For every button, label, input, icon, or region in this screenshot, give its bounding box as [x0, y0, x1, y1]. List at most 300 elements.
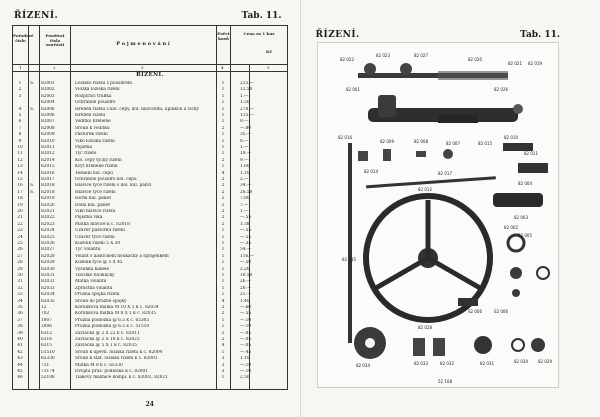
cell-qty: 2 — [221, 337, 225, 342]
part-label: 82 005 — [517, 233, 532, 238]
cell-num: 82033 — [41, 285, 55, 291]
cell-pos: 30 — [17, 273, 23, 278]
table-row — [13, 241, 287, 247]
cell-num: 82002 — [41, 87, 55, 93]
cell-num: 6316 — [41, 337, 52, 342]
cell-name: Hřeben řízení — [75, 113, 106, 118]
cell-pos: 28 — [17, 260, 23, 266]
cell-price: 54.— — [240, 247, 252, 253]
table-row — [13, 158, 287, 164]
cell-name: Závlačka @ 2 X 18 k č. 82023 — [75, 337, 140, 342]
cell-sub: S. — [30, 106, 35, 112]
table-row — [13, 279, 287, 285]
table-row — [13, 177, 287, 183]
cell-pos: 31 — [17, 279, 23, 285]
table-row — [13, 113, 287, 119]
cell-name: Pastorek řízení — [75, 132, 108, 138]
cell-qty: 4 — [221, 298, 225, 304]
cell-qty: 2 — [221, 330, 225, 336]
cell-qty: 1 — [221, 241, 225, 246]
cell-price: —.10 — [240, 317, 252, 323]
cell-pos: 36 — [17, 311, 23, 317]
cell-price: 1.38 — [240, 221, 250, 227]
cell-qty: 1 — [221, 164, 225, 170]
part-label: 82 007 — [445, 141, 460, 146]
cell-price: 7.80 — [240, 196, 250, 202]
cell-price: 9.— — [240, 157, 249, 163]
cell-num: 1807 — [41, 317, 52, 323]
cell-name: Kuželík tyče @ 5 X 45 — [75, 260, 123, 266]
cell-name: Šroub do pružné spojky — [75, 298, 127, 304]
cell-pos: 40 — [17, 337, 23, 342]
cell-price: 1.10 — [240, 356, 250, 362]
cell-pos: 16 — [17, 183, 23, 189]
part-label: 82 010 — [503, 135, 518, 140]
cell-qty: 2 — [221, 209, 225, 214]
cell-price: 116.— — [240, 253, 254, 259]
table-row — [13, 247, 287, 253]
cell-num: 82026 — [41, 241, 55, 246]
table-row — [13, 203, 287, 209]
tab-label: Tab. 11. — [241, 11, 282, 21]
part-label: 82 021 — [507, 61, 522, 66]
cell-pos: 44 — [17, 362, 23, 368]
table-row — [13, 183, 287, 189]
part-label: 82 015 — [477, 141, 492, 146]
header-name: P o j m e n o v á n í — [116, 41, 170, 47]
cell-sub: S. — [30, 189, 35, 195]
col-number: 5 — [267, 65, 270, 70]
cell-name: Uzávěr tyče řízení — [75, 234, 115, 240]
cell-name: Pružná spojka řízení — [75, 292, 120, 298]
cell-pos: 2 — [18, 87, 22, 93]
cell-qty: 1 — [221, 247, 225, 253]
cell-pos: 38 — [17, 324, 23, 330]
cell-qty: 1 — [221, 106, 225, 112]
cell-pos: 43 — [17, 356, 23, 362]
part-label: 82 034 — [355, 363, 370, 368]
cell-num: 82029 — [41, 260, 55, 266]
cell-num: 73174 — [41, 369, 55, 374]
cell-qty: 1 — [221, 292, 225, 298]
part-label: 82 023 — [375, 53, 390, 58]
parts-photo — [317, 42, 559, 388]
header-price: Cena za 1 kus — [243, 31, 275, 36]
right-page — [301, 0, 600, 417]
cell-name: Dvojitá pruž. podložka k č. 82001 — [75, 369, 149, 374]
cell-pos: 3 — [18, 93, 22, 99]
cell-pos: 17 — [17, 189, 23, 195]
cell-pos: 26 — [17, 247, 23, 253]
cell-name: Zpruštna volantu — [75, 285, 113, 291]
cell-price: 1.— — [240, 209, 249, 214]
cell-qty: 1 — [221, 260, 225, 266]
column-number-row — [13, 64, 287, 72]
cell-name: Vysunka kabele — [75, 266, 110, 272]
cell-price: 18.— — [240, 151, 252, 157]
cell-pos: 22 — [17, 221, 23, 227]
cell-num: 82014 — [41, 157, 55, 163]
cell-pos: 37 — [17, 317, 23, 323]
cell-name: Pružná podložka @ 6.5 k č. 51510 — [75, 324, 150, 330]
cell-price: —.55 — [240, 228, 252, 234]
cell-pos: 18 — [17, 196, 23, 202]
cell-qty: 1 — [221, 145, 225, 150]
table-row — [13, 337, 287, 343]
table-row — [13, 305, 287, 311]
cell-pos: 27 — [17, 253, 23, 259]
cell-num: 731 — [41, 362, 50, 368]
cell-qty: 1 — [221, 100, 225, 106]
col-number: 2 — [53, 65, 56, 70]
cell-price: 1.10 — [240, 170, 250, 176]
part-label: 82 027 — [413, 53, 428, 58]
cell-pos: 45 — [17, 369, 23, 374]
cell-price: —.35 — [240, 241, 252, 246]
cell-name: Hlavice tyče řízení s dol. kul. pánví — [75, 183, 152, 189]
cell-pos: 4 — [18, 106, 22, 112]
cell-qty: 2 — [221, 177, 225, 182]
cell-price: 7.— — [240, 202, 249, 208]
cell-price: 1.— — [240, 145, 249, 150]
cell-price: —.55 — [240, 311, 252, 317]
cell-pos: 41 — [17, 343, 23, 349]
table-header — [13, 26, 287, 65]
cell-name: Matka M 8 k č. 65330 — [75, 362, 123, 368]
table-row — [13, 100, 287, 106]
cell-qty: 2 — [221, 157, 225, 163]
cell-name: Hřeben řízení s kol. čepy, dol. hlavicemi, úpinkou a víčky — [75, 106, 199, 112]
header-qty: Počet kusů — [217, 31, 230, 41]
col-number: 3 — [141, 65, 144, 70]
cell-qty: 1 — [221, 119, 225, 125]
cell-qty: 3 — [221, 369, 225, 374]
cell-num: 52108 — [41, 375, 55, 381]
part-label: 82 019 — [527, 61, 542, 66]
cell-pos: 14 — [17, 170, 23, 176]
cell-pos: 46 — [17, 375, 23, 381]
cell-qty: 1 — [221, 375, 225, 381]
cell-qty: 1 — [221, 285, 225, 291]
cell-name: Vodítko hřebene — [75, 119, 111, 125]
cell-pos: 5 — [18, 113, 22, 118]
cell-price: —.05 — [240, 330, 252, 336]
table-row — [13, 286, 287, 292]
cell-qty: 1 — [221, 317, 225, 323]
cell-pos: 34 — [17, 298, 23, 304]
table-row — [13, 356, 287, 362]
cell-pos: 6 — [18, 119, 22, 125]
part-label: 82 033 — [413, 361, 428, 366]
cell-pos: 8 — [18, 132, 22, 138]
table-row — [13, 164, 287, 170]
cell-qty: 2 — [221, 196, 225, 202]
parts-table — [12, 25, 288, 390]
cell-num: 82024 — [41, 228, 55, 234]
cell-pos: 12 — [17, 157, 23, 163]
cell-name: Kryt hřebene řízení — [75, 164, 118, 170]
cell-pos: 7 — [18, 125, 22, 131]
section-title: ŘÍZENÍ. — [14, 11, 59, 21]
cell-num: 2806 — [41, 324, 52, 330]
cell-qty: 1 — [221, 138, 225, 144]
cell-num: 12 — [41, 305, 47, 310]
table-row — [13, 324, 287, 330]
cell-num: 82021 — [41, 209, 55, 214]
page-number: 24 — [145, 401, 154, 408]
cell-num: 82019 — [41, 196, 55, 202]
cell-pos: 13 — [17, 164, 23, 170]
cell-pos: 15 — [17, 177, 23, 182]
cell-name: Víko ložiska řízení — [75, 138, 115, 144]
cell-num: 82018 — [41, 189, 55, 195]
part-label: S2 006 — [493, 309, 508, 314]
cell-qty: 1 — [221, 234, 225, 240]
header-used-number: Používat čísla součásti — [45, 33, 65, 48]
table-row — [13, 273, 287, 279]
table-row — [13, 267, 287, 273]
table-row — [13, 215, 287, 221]
cell-qty: 1 — [221, 113, 225, 118]
cell-name: Matka hlavice k č. 82018 — [75, 221, 130, 227]
tab-label: Tab. 11. — [520, 30, 560, 40]
part-label: 82 030 — [513, 359, 528, 364]
part-label: S2 006 — [467, 309, 482, 314]
cell-pos: 10 — [17, 145, 23, 150]
table-row — [13, 375, 287, 381]
part-label: 82 001 — [345, 87, 360, 92]
cell-num: 82028 — [41, 253, 55, 259]
cell-name: Těsnění kol. čepu — [75, 170, 113, 176]
cell-num: 65330 — [41, 356, 55, 362]
header-currency: Kč — [266, 49, 272, 54]
part-label: 52 108 — [437, 379, 452, 384]
table-row — [13, 190, 287, 196]
part-label: 82 017 — [437, 171, 452, 176]
cell-num: 82008 — [41, 125, 55, 131]
cell-price: 12.50 — [240, 87, 253, 93]
cell-price: 2.20 — [240, 266, 250, 272]
cell-price: —.19 — [240, 362, 252, 368]
cell-price: 34.— — [240, 183, 252, 189]
part-label: 82 032 — [439, 361, 454, 366]
table-row — [13, 196, 287, 202]
part-label: 82 004 — [517, 181, 532, 186]
cell-qty: 2 — [221, 125, 225, 131]
cell-name: Korunková matka M 8 X 1 k č. 82035 — [75, 311, 156, 317]
cell-sub: S. — [30, 81, 35, 86]
part-label: 82 028 — [417, 325, 432, 330]
cell-num: 82035 — [41, 298, 55, 304]
part-label: 82 035 — [341, 257, 356, 262]
cell-qty: 1 — [221, 151, 225, 157]
cell-num: 82010 — [41, 138, 55, 144]
table-row — [13, 331, 287, 337]
cell-qty: 2 — [221, 189, 225, 195]
part-label: 82 016 — [337, 135, 352, 140]
cell-name: Horní kul. pánev — [75, 196, 112, 202]
cell-name: Rozpírací trubka — [75, 93, 112, 99]
part-label: 82 011 — [523, 151, 538, 156]
cell-qty: 1 — [221, 87, 225, 93]
table-row — [13, 235, 287, 241]
table-row — [13, 171, 287, 177]
cell-num: 82030 — [41, 266, 55, 272]
cell-price: 26.— — [240, 279, 252, 285]
cell-num: 82012 — [41, 151, 55, 157]
cell-num: 82011 — [41, 145, 55, 150]
table-row — [13, 369, 287, 375]
cell-price: 20.— — [240, 285, 252, 291]
cell-price: 1.60 — [240, 164, 250, 170]
cell-price: —.05 — [240, 337, 252, 342]
cell-num: 82032 — [41, 279, 55, 285]
cell-price: —.45 — [240, 349, 252, 355]
cell-qty: 1 — [221, 93, 225, 99]
table-row — [13, 139, 287, 145]
cell-sub: S. — [30, 183, 35, 189]
cell-name: Kuželík řízení 5 X 30 — [75, 241, 121, 246]
cell-qty: 1 — [221, 279, 225, 285]
cell-pos: 9 — [18, 138, 22, 144]
cell-num: 82006 — [41, 106, 55, 112]
cell-qty: 1 — [221, 228, 225, 234]
table-row — [13, 81, 287, 87]
cell-num: 82015 — [41, 164, 55, 170]
part-label: 82 014 — [363, 169, 378, 174]
parts-illustration — [318, 43, 558, 387]
part-label: 82 012 — [417, 187, 432, 192]
cell-price: 8.— — [240, 138, 249, 144]
cell-name: Tlakový maznice kompl. k č. 82001, 82021 — [75, 375, 168, 381]
cell-num: 51510 — [41, 349, 55, 355]
cell-name: Závlačka @ 2 X 22 k č. 82011 — [75, 330, 140, 336]
cell-name: Pružná podložka @ 6.5 k č. 65305 — [75, 317, 150, 323]
cell-num: 82004 — [41, 100, 55, 106]
part-label: 82 008 — [413, 139, 428, 144]
cell-pos: 32 — [17, 285, 23, 291]
cell-qty: 4 — [221, 170, 225, 176]
table-section-heading: ŘÍZENÍ. — [136, 72, 164, 78]
cell-pos: 23 — [17, 228, 23, 234]
cell-price: 1.50 — [240, 100, 250, 106]
cell-qty: 2 — [221, 183, 225, 189]
table-row — [13, 145, 287, 151]
cell-num: 82018 — [41, 183, 55, 189]
cell-price: —.50 — [240, 260, 252, 266]
table-row — [13, 254, 287, 260]
cell-name: Víko hlavice řízení — [75, 209, 116, 214]
cell-name: Závlačka @ 5 X 1 k č. 82035 — [75, 343, 137, 349]
cell-name: Šroub k vodítku — [75, 125, 110, 131]
cell-num: 82034 — [41, 292, 55, 298]
table-row — [13, 363, 287, 369]
cell-qty: 1 — [221, 266, 225, 272]
table-row — [13, 132, 287, 138]
section-title: ŘÍZENÍ. — [315, 30, 360, 40]
cell-pos: 42 — [17, 349, 23, 355]
cell-name: Šroub k upevn. ložiska řízení k č. 82004 — [75, 349, 163, 355]
cell-num: 82031 — [41, 273, 55, 278]
cell-qty: 1 — [221, 324, 225, 330]
cell-qty: 1 — [221, 253, 225, 259]
cell-pos: 25 — [17, 241, 23, 246]
cell-qty: 2 — [221, 215, 225, 221]
table-row — [13, 318, 287, 324]
part-label: 82 026 — [493, 87, 508, 92]
cell-price: —.05 — [240, 343, 252, 349]
cell-num: 82023 — [41, 221, 55, 227]
table-row — [13, 292, 287, 298]
cell-num: 82027 — [41, 247, 55, 253]
cell-name: Matka volantu — [75, 279, 107, 285]
cell-name: Tyč volantu — [75, 247, 101, 253]
cell-num: 82016 — [41, 170, 55, 176]
cell-num: 82022 — [41, 215, 55, 221]
table-row — [13, 107, 287, 113]
cell-num: 82009 — [41, 132, 55, 138]
table-row — [13, 222, 287, 228]
cell-qty: 3 — [221, 362, 225, 368]
cell-pos: 11 — [17, 151, 23, 157]
cell-num: 6315 — [41, 343, 52, 349]
table-row — [13, 343, 287, 349]
table-row — [13, 311, 287, 317]
cell-qty: 3 — [221, 356, 225, 362]
cell-price: 10.50 — [240, 273, 253, 278]
cell-name: Kol. čepy tyčky řízení — [75, 157, 122, 163]
cell-qty: 1 — [221, 273, 225, 278]
cell-pos: 24 — [17, 234, 23, 240]
cell-name: Šroub k stat. ložisku řízení k č. 82001 — [75, 356, 158, 362]
cell-pos: 1 — [18, 81, 22, 86]
header-pos: Pořadové číslo — [13, 33, 34, 43]
cell-price: 235.— — [240, 81, 254, 86]
table-row — [13, 299, 287, 305]
cell-price: 2.50 — [240, 375, 250, 381]
cell-num: 82001 — [41, 81, 55, 86]
cell-price: 21.— — [240, 292, 252, 298]
part-label: 82 003 — [513, 215, 528, 220]
cell-pos: 39 — [17, 330, 23, 336]
cell-qty: 1 — [221, 132, 225, 138]
cell-name: Tlačítko houkačky — [75, 273, 115, 278]
cell-qty: 2 — [221, 202, 225, 208]
cell-name: Hlavice tyče řízení — [75, 189, 116, 195]
cell-name: Uzávěr pastorku řízení — [75, 228, 125, 234]
cell-num: 82025 — [41, 234, 55, 240]
cell-name: Korunková matka M 10 X 1 k č. 82034 — [75, 305, 159, 310]
cell-qty: 2 — [221, 311, 225, 317]
cell-price: —.80 — [240, 125, 252, 131]
table-row — [13, 350, 287, 356]
cell-name: Tyč řízení — [75, 151, 97, 157]
cell-qty: 1 — [221, 349, 225, 355]
cell-num: 82003 — [41, 93, 55, 99]
part-label: 82 009 — [379, 139, 394, 144]
cell-num: 702 — [41, 311, 50, 317]
cell-name: Dolní kul. pánev — [75, 202, 111, 208]
cell-price: 1.— — [240, 93, 249, 99]
cell-name: Ložisko řízení s pouzdrem — [75, 81, 132, 86]
col-number: 4 — [221, 65, 224, 70]
cell-num: 82007 — [41, 119, 55, 125]
table-row — [13, 260, 287, 266]
table-row — [13, 87, 287, 93]
cell-price: 115.— — [240, 113, 254, 118]
cell-name: Ochranné pouzdro — [75, 100, 116, 106]
cell-price: —.55 — [240, 234, 252, 240]
